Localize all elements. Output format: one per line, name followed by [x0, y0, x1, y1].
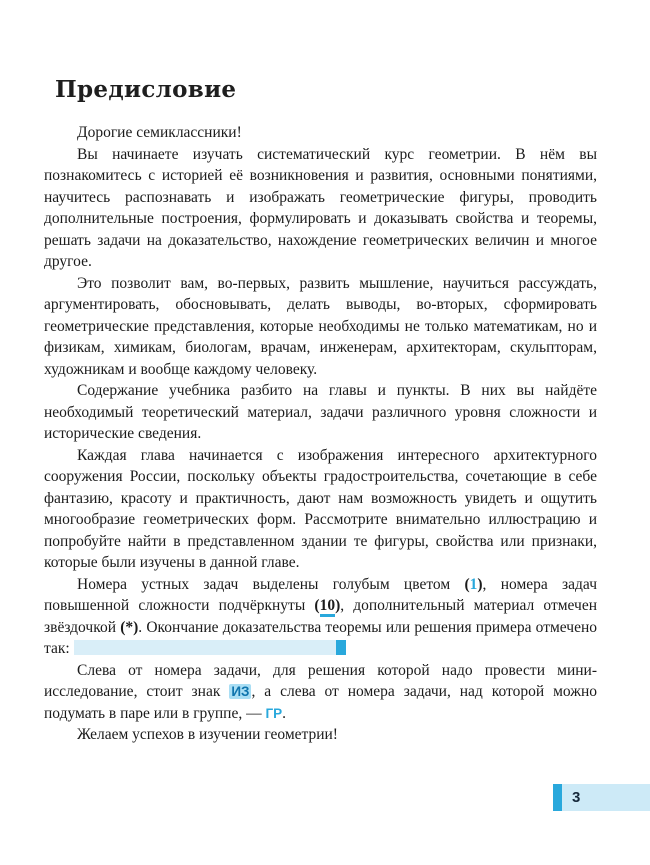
preface-text	[44, 122, 597, 746]
hard-task-number: 10	[320, 597, 336, 617]
signs-text: Слева от номера задачи, для решения которой надо провести мини-исследование, стоит знак	[44, 661, 597, 700]
qed-bar-fill	[74, 640, 336, 655]
qed-bar-cap	[336, 640, 346, 655]
paragraph-intro: Вы начинаете изучать систематический курс геометрии. В нём вы познакомитесь с историей её возникновения и развития, основными понятиями, научитесь распознавать и изображать геометрические фигуры, проводить дополнительные построения, формулировать и доказывать свойства и теоремы, решать задачи на доказательство, нахождение геометрических величин и многое другое.	[44, 145, 597, 270]
signs-text: .	[282, 704, 286, 722]
notation-text: Номера устных задач выделены голубым цветом	[77, 575, 465, 593]
paren-open: (	[464, 575, 470, 593]
paragraph-signs	[44, 660, 597, 725]
notation-text: . Окончание доказательства теоремы или решения примера отмечено так:	[44, 618, 598, 657]
paragraph-structure: Содержание учебника разбито на главы и пункты. В них вы найдёте необходимый теоретический материал, задачи различного уровня сложности и исторические сведения.	[44, 382, 597, 442]
page-number-bar	[553, 784, 650, 811]
research-badge: ИЗ	[231, 684, 250, 699]
notation-text: , дополнительный материал отмечен звёздочкой	[44, 597, 598, 636]
notation-text: , номера задач повышенной сложности подчёркнуты	[44, 575, 597, 614]
group-badge: ГР	[265, 705, 283, 721]
paren-close: )	[335, 597, 341, 614]
paragraph-notation	[44, 574, 597, 660]
qed-end-mark	[74, 640, 346, 655]
asterisk-mark: (*)	[120, 618, 139, 636]
paragraph-greeting: Дорогие семиклассники!	[77, 124, 242, 141]
page-number-stripe	[553, 784, 562, 811]
oral-task-number: 1	[469, 575, 478, 593]
page-title: Предисловие	[55, 76, 237, 103]
paragraph-benefits: Это позволит вам, во-первых, развить мышление, научиться рассуждать, аргументировать, обосновывать, делать выводы, во-вторых, сформировать геометрические представления, которые необходимы не только математикам, но и физикам, химикам, биологам, врачам, инженерам, архитекторам, скульпторам, художникам и вообще каждому человеку.	[44, 274, 597, 378]
paren-open: (	[314, 597, 320, 614]
paragraph-chapters: Каждая глава начинается с изображения интересного архитектурного сооружения России, поскольку объекты градостроительства, сочетающие в себе фантазию, красоту и практичность, дают нам возможность увидеть и ощутить многообразие геометрических форм. Рассмотрите внимательно иллюстрацию и попробуйте найти в представленном здании те фигуры, свойства или признаки, которые были изучены в данной главе.	[44, 446, 597, 571]
page-number: 3	[572, 789, 581, 806]
signs-text: , а слева от номера задачи, над которой можно подумать в паре или в группе, —	[44, 683, 597, 722]
paren-close: )	[477, 575, 483, 593]
paragraph-closing: Желаем успехов в изучении геометрии!	[77, 726, 338, 743]
